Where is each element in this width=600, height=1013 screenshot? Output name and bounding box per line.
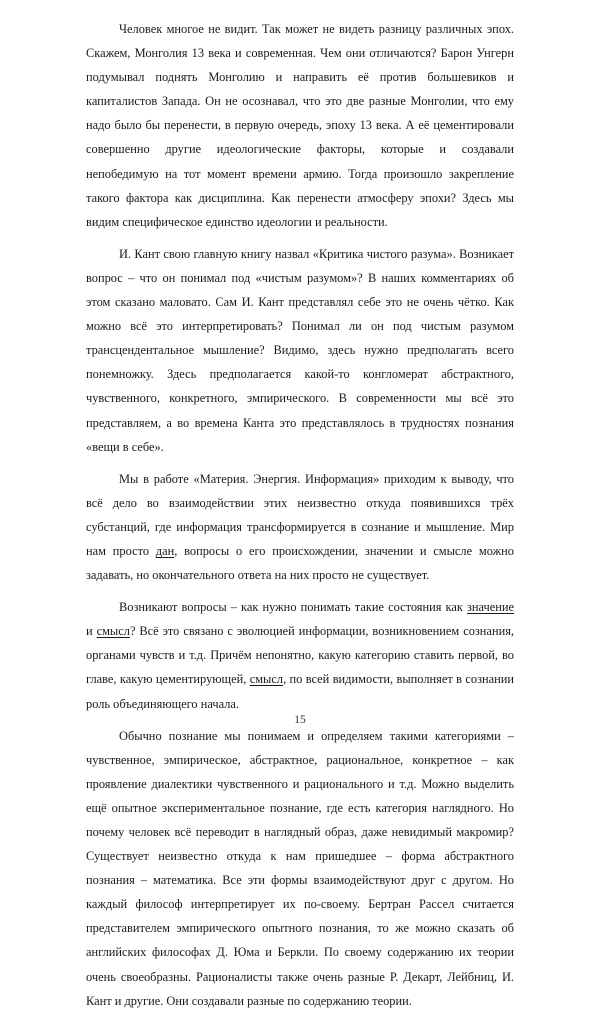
text-segment: Обычно познание мы понимаем и определяем такими категориями – чувственное, эмпирическое, абстрактное, рациональное, конкретное – как проявление диалектики чувственного и рационального и т.д. Можно выделить ещё опытное экспериментальное познание, где есть категория наглядного. Но почему человек всё переводит в наглядный образ, даже невидимый макромир? Существует неизвестно откуда к нам пришедшее – форма абстрактного познания – математика. Все эти формы взаимодействуют друг с другом. Но каждый философ интерпретирует их по-своему. Бертран Рассел считается представителем эмпирического опытного познания, то же можно сказать об английских философах Д. Юма и Беркли. По своему содержанию их теории очень своеобразны. Рационалисты также очень разные Р. Декарт, Лейбниц, И. Кант и другие. Они создавали разные по содержанию теории. — [86, 728, 514, 1008]
text-segment: ? Всё это связано с эволюцией информации, возникновением сознания, органами чувств и т.д. Причём непонятно, какую категорию ставить первой, во главе, какую цементирующей, — [86, 624, 514, 687]
paragraph — [86, 595, 514, 715]
text-segment: и — [86, 624, 97, 639]
paragraph — [86, 724, 514, 1013]
text-segment: , по всей видимости, выполняет в сознании роль объединяющего начала. — [86, 672, 514, 711]
text-segment: И. Кант свою главную книгу назвал «Критика чистого разума». Возникает вопрос – что он понимал под «чистым разумом»? В наших комментариях об этом сказано маловато. Сам И. Кант представлял себе это не очень чётко. Как можно всё это интерпретировать? Понимал ли он под чистым разумом трансцендентальное мышление? Видимо, здесь нужно предполагать всего понемножку. Здесь предполагается какой-то конгломерат абстрактного, чувственного, конкретного, эмпирического. В современности мы всё это представляем, а во времена Канта это представлялось в трудностях познания «вещи в себе». — [86, 246, 514, 454]
underlined-term: дан — [155, 543, 175, 558]
page-number: 15 — [294, 714, 306, 726]
text-body — [86, 17, 514, 1013]
paragraph — [86, 467, 514, 587]
underlined-term: смысл — [96, 624, 130, 639]
text-segment: Человек многое не видит. Так может не видеть разницу различных эпох. Скажем, Монголия 13 века и современная. Чем они отличаются? Барон Унгерн подумывал поднять Монголию и направить её против большевиков и капиталистов Запада. Он не осознавал, что это две разные Монголии, что ему надо было бы перенести, в первую очередь, эпоху 13 века. А её цементировали совершенно другие идеологические факторы, которые и создавали непобедимую на тот момент времени армию. Тогда произошло закрепление такого фактора как дисциплина. Как перенести атмосферу эпохи? Здесь мы видим специфическое единство идеологии и реальности. — [86, 22, 514, 229]
text-segment: , вопросы о его происхождении, значении и смысле можно задавать, но окончательного ответа на них просто не существует. — [86, 543, 514, 583]
text-segment: Мы в работе «Материя. Энергия. Информация» приходим к выводу, что всё дело во взаимодействии этих неизвестно откуда появившихся трёх субстанций, где информация трансформируется в сознание и мышление. Мир нам просто — [86, 471, 514, 558]
paragraph — [86, 242, 514, 459]
underlined-term: смысл — [249, 672, 284, 687]
paragraph — [86, 17, 514, 234]
underlined-term: значение — [466, 600, 514, 615]
text-segment: Возникают вопросы – как нужно понимать такие состояния как — [119, 600, 467, 615]
